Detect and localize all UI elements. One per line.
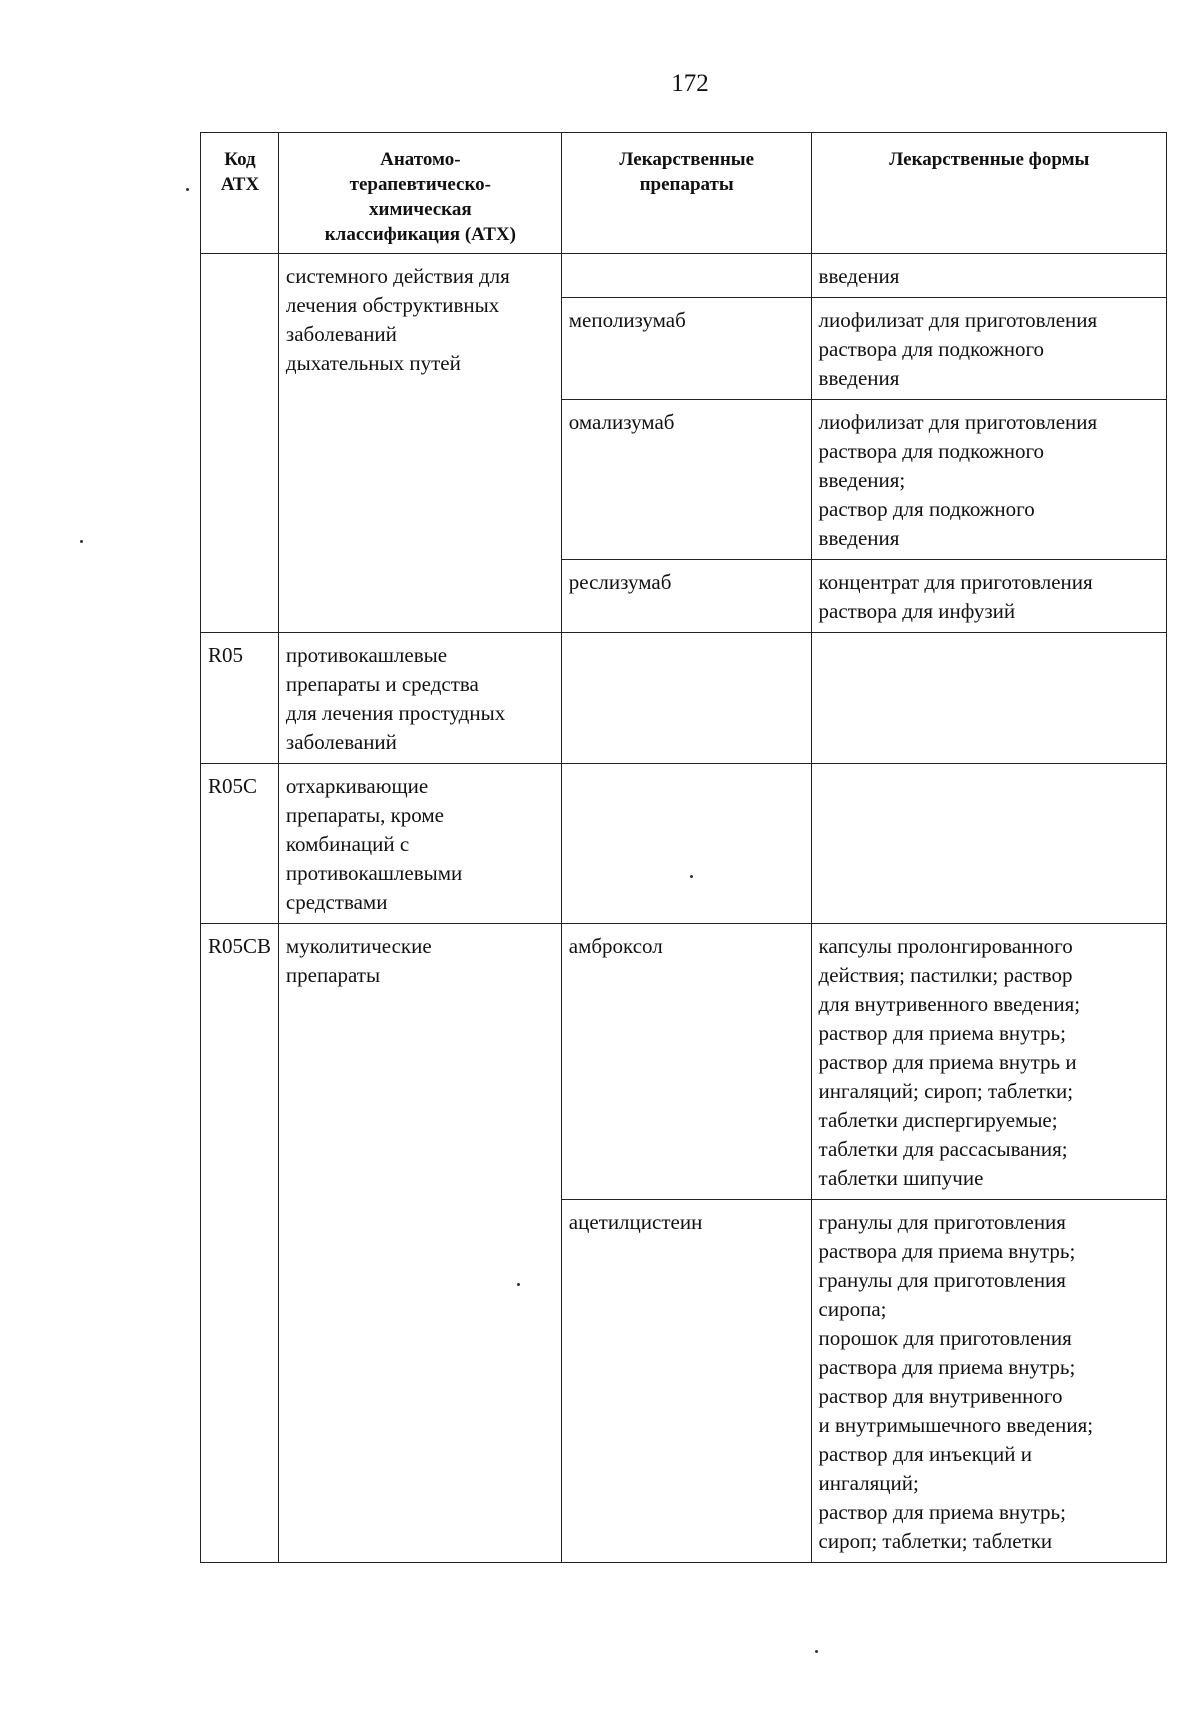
drug-name-cell: ацетилцистеин: [561, 1200, 811, 1563]
page-number: 172: [671, 70, 709, 97]
atc-drug-table: [200, 132, 1167, 1563]
atc-classification-cell: системного действия для лечения обструктивных заболеваний дыхательных путей: [278, 254, 561, 633]
drug-name-cell: [561, 254, 811, 298]
drug-name-cell: [561, 764, 811, 924]
scan-speck: [517, 1283, 520, 1286]
table-row: [201, 924, 1167, 1200]
dosage-form-cell: лиофилизат для приготовления раствора для подкожного введения; раствор для подкожного введения: [811, 400, 1166, 560]
atc-classification-cell: муколитические препараты: [278, 924, 561, 1563]
header-atc-code: Код АТХ: [201, 133, 279, 254]
dosage-form-cell: [811, 764, 1166, 924]
dosage-form-cell: введения: [811, 254, 1166, 298]
atc-code-cell: R05C: [201, 764, 279, 924]
scan-speck: [80, 540, 83, 543]
drug-name-cell: реслизумаб: [561, 560, 811, 633]
header-drugs: Лекарственные препараты: [561, 133, 811, 254]
table-row: [201, 764, 1167, 924]
atc-code-cell: R05CB: [201, 924, 279, 1563]
atc-classification-cell: противокашлевые препараты и средства для лечения простудных заболеваний: [278, 633, 561, 764]
dosage-form-cell: [811, 633, 1166, 764]
dosage-form-cell: концентрат для приготовления раствора для инфузий: [811, 560, 1166, 633]
atc-code-cell: [201, 254, 279, 633]
dosage-form-cell: гранулы для приготовления раствора для приема внутрь; гранулы для приготовления сиропа; порошок для приготовления раствора для приема внутрь; раствор для внутривенного и внутримышечного введения; раствор для инъекций и ингаляций; раствор для приема внутрь; сироп; таблетки; таблетки: [811, 1200, 1166, 1563]
drug-name-cell: [561, 633, 811, 764]
dosage-form-cell: капсулы пролонгированного действия; пастилки; раствор для внутривенного введения; раствор для приема внутрь; раствор для приема внутрь и ингаляций; сироп; таблетки; таблетки диспергируемые; таблетки для рассасывания; таблетки шипучие: [811, 924, 1166, 1200]
drug-name-cell: амброксол: [561, 924, 811, 1200]
scan-speck: [186, 188, 189, 191]
atc-classification-cell: отхаркивающие препараты, кроме комбинаций с противокашлевыми средствами: [278, 764, 561, 924]
dosage-form-cell: лиофилизат для приготовления раствора для подкожного введения: [811, 298, 1166, 400]
atc-code-cell: R05: [201, 633, 279, 764]
table-header-row: [201, 133, 1167, 254]
table-row: [201, 254, 1167, 298]
drug-name-cell: омализумаб: [561, 400, 811, 560]
header-atc-classification: Анатомо- терапевтическо- химическая классификация (АТХ): [278, 133, 561, 254]
drug-name-cell: меполизумаб: [561, 298, 811, 400]
table-row: [201, 633, 1167, 764]
header-dosage-forms: Лекарственные формы: [811, 133, 1166, 254]
scan-speck: [690, 875, 693, 878]
scan-speck: [815, 1650, 818, 1653]
